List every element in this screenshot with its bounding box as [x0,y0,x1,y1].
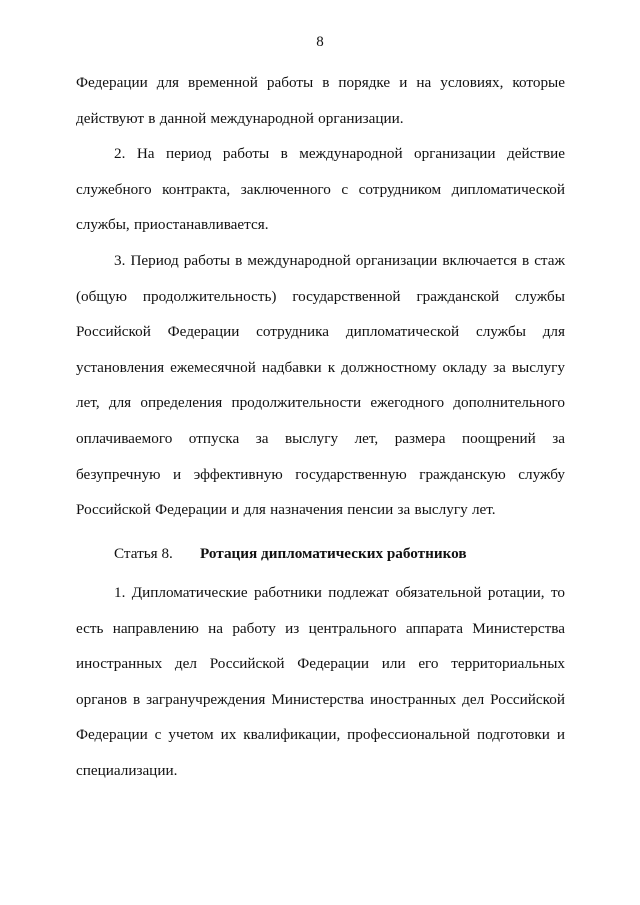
page-number: 8 [316,34,324,50]
article-title: Ротация дипломатических работников [200,545,467,562]
paragraph-continuation: Федерации для временной работы в порядке и на условиях, которые действуют в данной международной организации. [76,74,565,127]
article-heading [114,536,467,572]
article-number: Статья 8. [114,545,173,562]
paragraph-2: 2. На период работы в международной организации действие служебного контракта, заключенного с сотрудником дипломатической службы, приостанавливается. [76,145,565,234]
paragraph-3: 3. Период работы в международной организации включается в стаж (общую продолжительность) государственной гражданской службы Российской Федерации сотрудника дипломатической службы для установления ежемесячной надбавки к должностному окладу за выслугу лет, для определения продолжительности ежегодного дополнительного оплачиваемого отпуска за выслугу лет, размера поощрений за безупречную и эффективную государственную гражданскую службу Российской Федерации и для назначения пенсии за выслугу лет. [76,252,565,519]
article-paragraph-1: 1. Дипломатические работники подлежат обязательной ротации, то есть направлению на работу из центрального аппарата Министерства иностранных дел Российской Федерации или его территориальных органов в загранучреждения Министерства иностранных дел Российской Федерации с учетом их квалификации, профессиональной подготовки и специализации. [76,584,565,779]
